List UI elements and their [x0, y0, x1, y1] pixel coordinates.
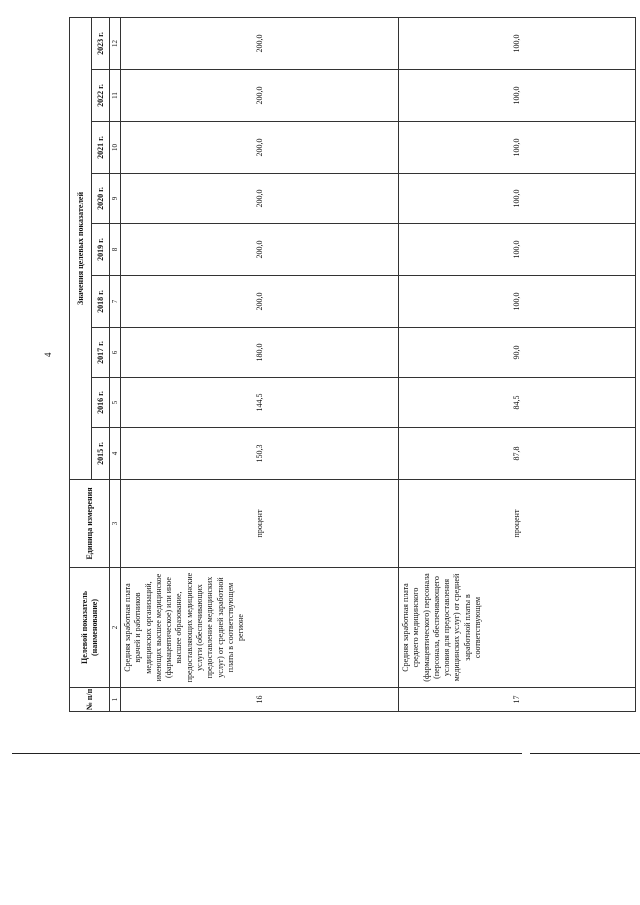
row-indicator-name: Средняя заработная плата врачей и работников медицинских организаций, имеющих высшее медицинское (фармацевтическое) или иное высшее образование, предоставляющих медицинские услуги (обеспечивающих предоставление медицинских услуг) от средней заработной платы в соответствующем регионе [121, 568, 399, 688]
row-value: 200,0 [121, 70, 399, 122]
row-unit: процент [121, 480, 399, 568]
row-value: 100,0 [399, 122, 636, 174]
header-num: № п/п [70, 688, 110, 712]
column-number: 2 [110, 568, 121, 688]
header-year: 2020 г. [92, 174, 110, 224]
header-year: 2021 г. [92, 122, 110, 174]
header-indicator: Целевой показатель (наименование) [70, 568, 110, 688]
row-unit: процент [399, 480, 636, 568]
column-number: 7 [110, 276, 121, 328]
column-numbers-row [110, 17, 121, 711]
row-value: 150,3 [121, 428, 399, 480]
row-value: 100,0 [399, 17, 636, 69]
header-year: 2015 г. [92, 428, 110, 480]
header-year: 2019 г. [92, 224, 110, 276]
header-year: 2023 г. [92, 17, 110, 69]
column-number: 4 [110, 428, 121, 480]
row-value: 180,0 [121, 328, 399, 378]
row-value: 100,0 [399, 174, 636, 224]
page-divider-right [530, 753, 640, 754]
row-value: 100,0 [399, 276, 636, 328]
row-value: 87,8 [399, 428, 636, 480]
row-value: 200,0 [121, 174, 399, 224]
column-number: 1 [110, 688, 121, 712]
indicators-table-rotated [69, 18, 635, 712]
row-num: 17 [399, 688, 636, 712]
header-year: 2022 г. [92, 70, 110, 122]
row-indicator-name: Средняя заработная плата среднего медицинского (фармацевтического) персонала (персонала, обеспечивающего условия для предоставления медицинских услуг) от средней заработной платы в соответствующем [399, 568, 636, 688]
column-number: 3 [110, 480, 121, 568]
row-value: 100,0 [399, 224, 636, 276]
row-value: 200,0 [121, 122, 399, 174]
header-year: 2018 г. [92, 276, 110, 328]
column-number: 6 [110, 328, 121, 378]
table-row [399, 17, 636, 711]
row-value: 84,5 [399, 378, 636, 428]
row-value: 100,0 [399, 70, 636, 122]
column-number: 8 [110, 224, 121, 276]
row-value: 144,5 [121, 378, 399, 428]
table-row [121, 17, 399, 711]
row-value: 200,0 [121, 17, 399, 69]
row-value: 90,0 [399, 328, 636, 378]
row-value: 200,0 [121, 224, 399, 276]
row-value: 200,0 [121, 276, 399, 328]
column-number: 10 [110, 122, 121, 174]
column-number: 5 [110, 378, 121, 428]
column-number: 11 [110, 70, 121, 122]
column-number: 12 [110, 17, 121, 69]
indicators-table [69, 17, 636, 712]
header-year: 2016 г. [92, 378, 110, 428]
column-number: 9 [110, 174, 121, 224]
page-divider-left [12, 753, 522, 754]
header-values-group: Значения целевых показателей [70, 17, 92, 479]
page-number: 4 [43, 352, 53, 357]
header-unit: Единица измерения [70, 480, 110, 568]
row-num: 16 [121, 688, 399, 712]
header-year: 2017 г. [92, 328, 110, 378]
